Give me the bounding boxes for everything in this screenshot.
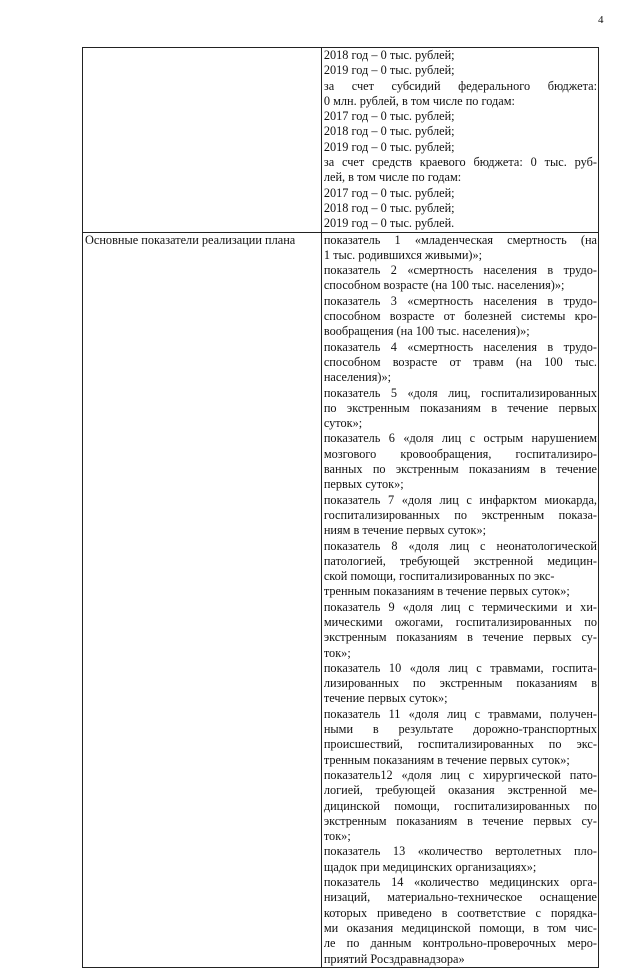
table-row (83, 48, 599, 233)
content-line: 1 тыс. родившихся живыми)»; (323, 247, 483, 262)
content-line: логией, требующей оказания экстренной ме- (323, 783, 597, 798)
content-line: экстренным показаниям в течение первых су- (323, 630, 597, 645)
content-line: способном возрасте от травм (на 100 тыс. (323, 354, 597, 369)
content-line: 2019 год – 0 тыс. рублей; (323, 139, 455, 154)
content-line: ской помощи, госпитализированных по экс- (323, 569, 555, 584)
content-line: лей, в том числе по годам: (323, 170, 462, 185)
content-line: суток»; (323, 416, 363, 431)
content-line: показатель 2 «смертность населения в трудо- (323, 263, 597, 278)
content-line: показатель 10 «доля лиц с травмами, госпита- (323, 660, 597, 675)
row-content-cell (321, 48, 598, 233)
content-line: показатель12 «доля лиц с хирургической пато- (323, 767, 597, 782)
content-line: показатель 14 «количество медицинских орга- (323, 875, 597, 890)
content-line: показатель 11 «доля лиц с травмами, получен- (323, 706, 597, 721)
content-line: мическими ожогами, госпитализированных по (323, 614, 597, 629)
content-line: показатель 5 «доля лиц, госпитализированных (323, 385, 597, 400)
content-line: способном возрасте от болезней системы кро- (323, 309, 597, 324)
content-line: течение первых суток»; (323, 691, 448, 706)
content-line: низаций, материально-техническое оснащение (323, 890, 597, 905)
page-number: 4 (598, 14, 604, 26)
content-line: показатель 1 «младенческая смертность (на (323, 232, 597, 247)
content-line: по экстренным показаниям в течение первых (323, 400, 597, 415)
content-line: которых приведено в соответствие с порядка- (323, 905, 597, 920)
content-line: за счет субсидий федерального бюджета: (323, 78, 597, 93)
content-line: населения)»; (323, 370, 392, 385)
content-line: ными в результате дорожно-транспортных (323, 722, 597, 737)
content-line: патологией, требующей экстренной медицин- (323, 553, 597, 568)
passport-table (82, 47, 599, 968)
content-line: показатель 4 «смертность населения в трудо- (323, 339, 597, 354)
content-line: ниям в течение первых суток»; (323, 523, 487, 538)
row-label: Основные показатели реализации плана (85, 232, 296, 247)
content-line: ток»; (323, 829, 351, 844)
content-line: 2018 год – 0 тыс. рублей; (323, 48, 455, 62)
content-line: лизированных по экстренным показаниям в (323, 676, 597, 691)
table-row (83, 232, 599, 967)
content-line: 0 млн. рублей, в том числе по годам: (323, 93, 515, 108)
content-line: 2017 год – 0 тыс. рублей; (323, 185, 455, 200)
row-content-cell (321, 232, 598, 967)
content-line: ток»; (323, 645, 351, 660)
content-line: показатель 7 «доля лиц с инфарктом миокарда, (323, 492, 597, 507)
content-line: показатель 9 «доля лиц с термическими и хи- (323, 599, 597, 614)
content-line: первых суток»; (323, 477, 404, 492)
content-line: дицинской помощи, госпитализированных по (323, 798, 597, 813)
content-line: экстренным показаниям в течение первых су- (323, 813, 597, 828)
content-line: способном возрасте (на 100 тыс. населения)»; (323, 278, 565, 293)
content-line: ми оказания медицинской помощи, в том чис- (323, 920, 597, 935)
content-line: 2019 год – 0 тыс. рублей; (323, 63, 455, 78)
content-line: ванных по экстренным показаниям в течение (323, 462, 597, 477)
content-line: показатель 3 «смертность населения в трудо- (323, 293, 597, 308)
content-line: за счет средств краевого бюджета: 0 тыс. руб- (323, 155, 597, 170)
content-line: тренным показаниям в течение первых суток»; (323, 752, 570, 767)
content-line: происшествий, госпитализированных по экс- (323, 737, 597, 752)
content-line: щадок при медицинских организациях»; (323, 859, 537, 874)
content-line: тренным показаниям в течение первых суток»; (323, 584, 570, 599)
content-line: показатель 8 «доля лиц с неонатологической (323, 538, 597, 553)
content-line: показатель 6 «доля лиц с острым нарушением (323, 431, 597, 446)
content-line: госпитализированных по экстренным показа- (323, 507, 597, 522)
content-line: приятий Росздравнадзора» (323, 951, 465, 966)
row-label-cell (83, 48, 322, 233)
content-line: 2018 год – 0 тыс. рублей; (323, 124, 455, 139)
content-line: показатель 13 «количество вертолетных пло- (323, 844, 597, 859)
content-line: 2019 год – 0 тыс. рублей. (323, 216, 455, 231)
content-line: 2017 год – 0 тыс. рублей; (323, 109, 455, 124)
content-line: ле по данным контрольно-проверочных меро- (323, 936, 597, 951)
row-label-cell (83, 232, 322, 967)
content-line: вообращения (на 100 тыс. населения)»; (323, 324, 530, 339)
content-line: 2018 год – 0 тыс. рублей; (323, 200, 455, 215)
content-line: мозгового кровообращения, госпитализиро- (323, 446, 597, 461)
